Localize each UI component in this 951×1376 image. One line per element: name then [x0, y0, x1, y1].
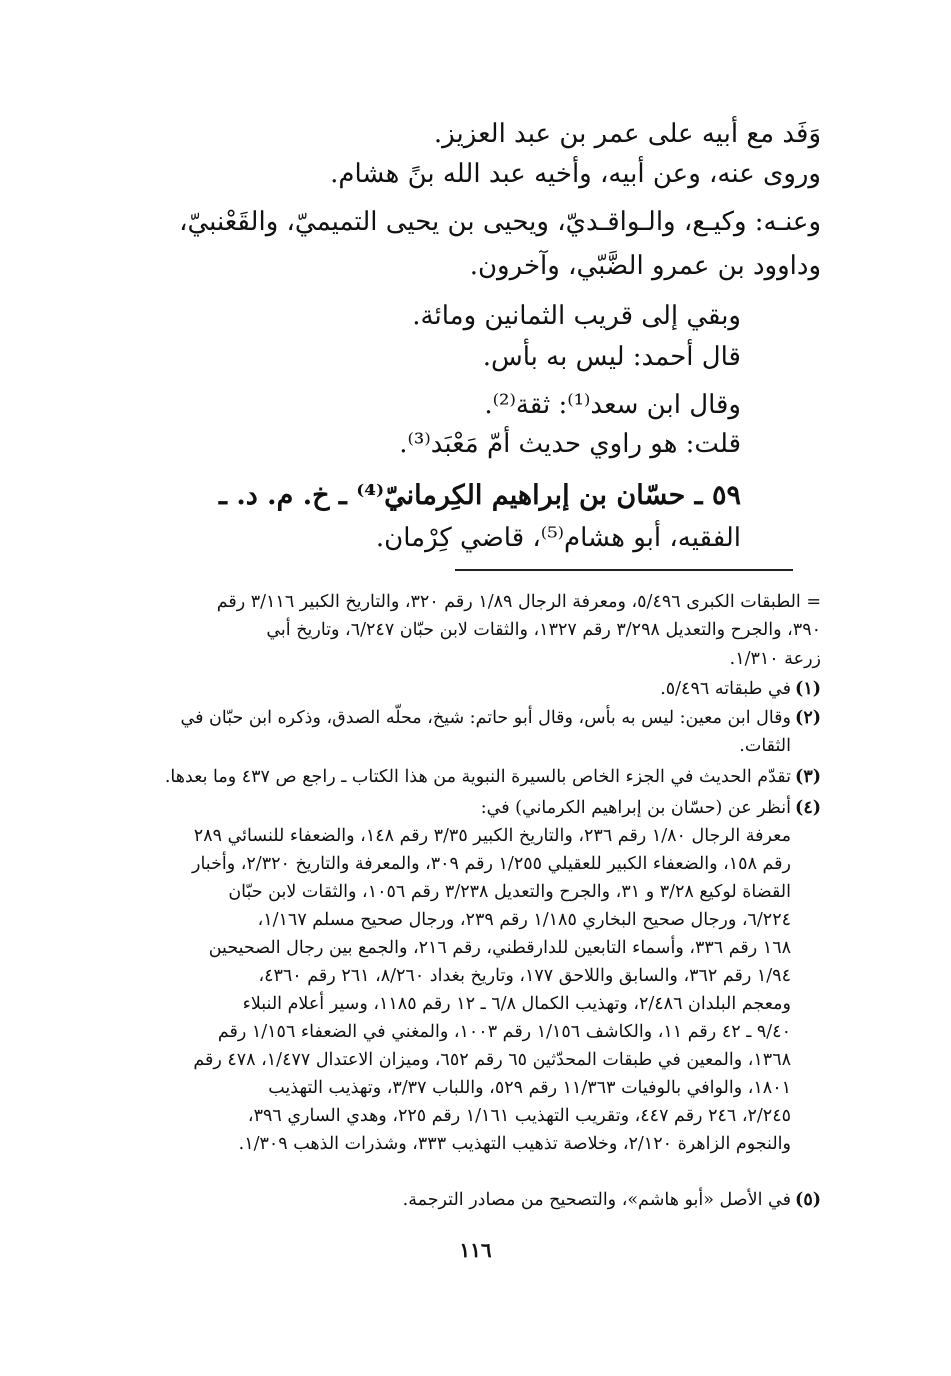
- footnote-marker: (٢): [795, 708, 821, 728]
- footnote-text: ٦/٢٢٤، ورجال صحيح البخاري ١/١٨٥ رقم ٢٣٩، ورجال صحيح مسلم ١/١٦٧،: [257, 910, 791, 930]
- page-number: ١١٦: [459, 1238, 492, 1262]
- footnote-marker: (٥): [795, 1190, 821, 1210]
- footnote-marker: (٣): [795, 767, 821, 787]
- footnote-text: ١/٩٤ رقم ٣٦٢، والسابق واللاحق ١٧٧، وتاريخ بغداد ٨/٢٦٠، ٢٦١ رقم ٤٣٦٠،: [258, 966, 791, 986]
- footnote-text: الثقات.: [739, 736, 791, 756]
- footnote-separator: [455, 569, 793, 571]
- footnote-text: معرفة الرجال ١/٨٠ رقم ٢٣٦، والتاريخ الكبير ٣/٣٥ رقم ١٤٨، والضعفاء للنسائي ٢٨٩: [193, 826, 791, 846]
- main-text-line: وَفَد مع أبيه على عمر بن عبد العزيز.: [433, 119, 821, 149]
- footnote-text: والنجوم الزاهرة ٢/١٢٠، وخلاصة تذهيب التهذيب ٣٣٣، وشذرات الذهب ١/٣٠٩.: [238, 1134, 791, 1154]
- main-text-line: وقال ابن سعد⁽¹⁾: ثقة⁽²⁾.: [484, 390, 741, 420]
- footnote-text: القضاة لوكيع ٣/٢٨ و ٣١، والجرح والتعديل ٣/٢٣٨ رقم ١٠٥٦، والثقات لابن حبّان: [228, 882, 791, 902]
- footnote-continuation-line: زرعة ١/٣١٠.: [729, 649, 821, 669]
- footnote-marker: (٤): [795, 798, 821, 818]
- main-text-line: وبقي إلى قريب الثمانين ومائة.: [412, 301, 741, 331]
- footnote-text: ١٣٦٨، والمعين في طبقات المحدّثين ٦٥ رقم ٦٥٢، وميزان الاعتدال ١/٤٧٧، ٤٧٨ رقم: [193, 1050, 791, 1070]
- footnote-text: وقال ابن معين: ليس به بأس، وقال أبو حاتم: شيخ، محلّه الصدق، وذكره ابن حبّان في: [180, 708, 791, 728]
- entry-heading: ٥٩ ـ حسّان بن إبراهيم الكِرمانيّ⁽⁴⁾ ـ خ. م. د. ـ: [219, 480, 741, 511]
- footnote-text: ومعجم البلدان ٢/٤٨٦، وتهذيب الكمال ٦/٨ ـ ١٢ رقم ١١٨٥، وسير أعلام النبلاء: [242, 994, 791, 1014]
- footnote-text: تقدّم الحديث في الجزء الخاص بالسيرة النبوية من هذا الكتاب ـ راجع ص ٤٣٧ وما بعدها.: [164, 767, 791, 787]
- footnote-marker: (١): [795, 679, 821, 699]
- main-text-line: وداوود بن عمرو الضَّبّي، وآخرون.: [469, 251, 821, 281]
- footnote-text: ١٨٠١، والوافي بالوفيات ١١/٣٦٣ رقم ٥٢٩، واللباب ٣/٣٧، وتهذيب التهذيب: [268, 1078, 791, 1098]
- footnote-continuation-line: ٣٩٠، والجرح والتعديل ٣/٢٩٨ رقم ١٣٢٧، والثقات لابن حبّان ٦/٢٤٧، وتاريخ أبي: [266, 620, 821, 640]
- footnote-text: في الأصل «أبو هاشم»، والتصحيح من مصادر الترجمة.: [402, 1190, 791, 1210]
- footnote-text: ١٦٨ رقم ٣٣٦، وأسماء التابعين للدارقطني، رقم ٢١٦، والجمع بين رجال الصحيحين: [208, 938, 791, 958]
- main-text-line: الفقيه، أبو هشام⁽⁵⁾، قاضي كِرْمان.: [375, 523, 741, 553]
- footnote-text: رقم ١٥٨، والضعفاء الكبير للعقيلي ١/٢٥٥ رقم ٣٠٩، والمعرفة والتاريخ ٢/٣٢٠، وأخبار: [192, 854, 791, 874]
- footnote-text: في طبقاته ٥/٤٩٦.: [660, 679, 791, 699]
- main-text-line: وروى عنه، وعن أبيه، وأخيه عبد الله بنً هشام.: [330, 159, 821, 189]
- footnote-text: ٢/٢٤٥، ٢٤٦ رقم ٤٤٧، وتقريب التهذيب ١/١٦١ رقم ٢٢٥، وهدي الساري ٣٩٦،: [247, 1106, 791, 1126]
- main-text-line: وعنـه: وكيـع، والـواقـديّ، ويحيى بن يحيى التميميّ، والقَعْنبيّ،: [179, 207, 821, 237]
- main-text-line: قال أحمد: ليس به بأس.: [482, 342, 741, 372]
- footnote-continuation-line: = الطبقات الكبرى ٥/٤٩٦، ومعرفة الرجال ١/٨٩ رقم ٣٢٠، والتاريخ الكبير ٣/١١٦ رقم: [216, 592, 821, 612]
- footnote-text: أنظر عن (حسّان بن إبراهيم الكرماني) في:: [480, 798, 791, 818]
- footnote-text: ٩/٤٠ ـ ٤٢ رقم ١١، والكاشف ١/١٥٦ رقم ١٠٠٣، والمغني في الضعفاء ١/١٥٦ رقم: [217, 1022, 791, 1042]
- main-text-line: قلت: هو راوي حديث أمّ مَعْبَد⁽³⁾.: [399, 429, 741, 459]
